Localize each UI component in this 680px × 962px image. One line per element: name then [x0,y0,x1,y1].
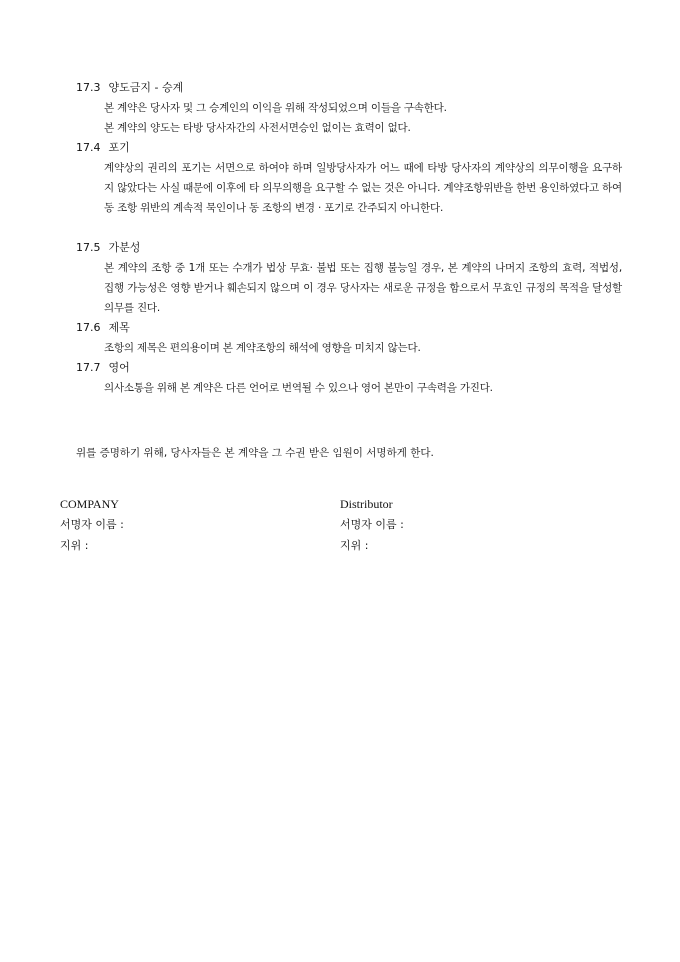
section-17-7-heading [76,358,130,378]
party-name: Distributor [340,497,393,511]
section-number: 17.5 [76,241,101,254]
section-number: 17.4 [76,141,101,154]
section-number: 17.3 [76,81,101,94]
section-17-4-paragraph: 계약상의 권리의 포기는 서면으로 하여야 하며 일방당사자가 어느 때에 타방 당사자의 계약상의 의무이행을 요구하지 않았다는 사실 때문에 이후에 타 의무의행을 요구할 수 없는 것은 아니다. 계약조항위반을 한번 용인하였다고 하여 동 조항 위반의 계속적 묵인이나 동 조항의 변경 · 포기로 간주되지 아니한다. [104,162,622,214]
position-label: 지위 : [60,539,89,552]
signature-block-distributor [340,494,404,557]
section-title: 가분성 [108,241,141,254]
section-17-6-heading [76,318,130,338]
section-17-4-heading [76,138,130,158]
section-title: 제목 [108,321,130,334]
party-name: COMPANY [60,497,119,511]
section-17-3-heading [76,78,183,98]
position-label: 지위 : [340,539,369,552]
signer-name-label: 서명자 이름 : [60,518,124,531]
section-title: 양도금지 - 승계 [108,81,184,94]
section-number: 17.6 [76,321,101,334]
section-17-3-paragraph-1: 본 계약은 당사자 및 그 승계인의 이익을 위해 작성되었으며 이들을 구속한다. [104,102,447,114]
section-17-5-heading [76,238,140,258]
section-17-3-paragraph-2: 본 계약의 양도는 타방 당사자간의 사전서면승인 없이는 효력이 없다. [104,122,411,134]
section-17-7-paragraph: 의사소통을 위해 본 계약은 다른 언어로 번역될 수 있으나 영어 본만이 구속력을 가진다. [104,382,493,394]
section-17-5-paragraph: 본 계약의 조항 중 1개 또는 수개가 법상 무효· 불법 또는 집행 불능일 경우, 본 계약의 나머지 조항의 효력, 적법성, 집행 가능성은 영향 받거나 훼손되지 않으며 이 경우 당사자는 새로운 규정을 함으로서 무효인 규정의 목적을 달성할 의무를 진다. [104,262,622,314]
section-title: 포기 [108,141,130,154]
signer-name-label: 서명자 이름 : [340,518,404,531]
signature-block-company [60,494,124,557]
closing-statement: 위를 증명하기 위해, 당사자들은 본 계약을 그 수권 받은 임원이 서명하게 한다. [76,447,434,459]
section-number: 17.7 [76,361,101,374]
section-title: 영어 [108,361,130,374]
section-17-6-paragraph: 조항의 제목은 편의용이며 본 계약조항의 해석에 영향을 미치지 않는다. [104,342,421,354]
